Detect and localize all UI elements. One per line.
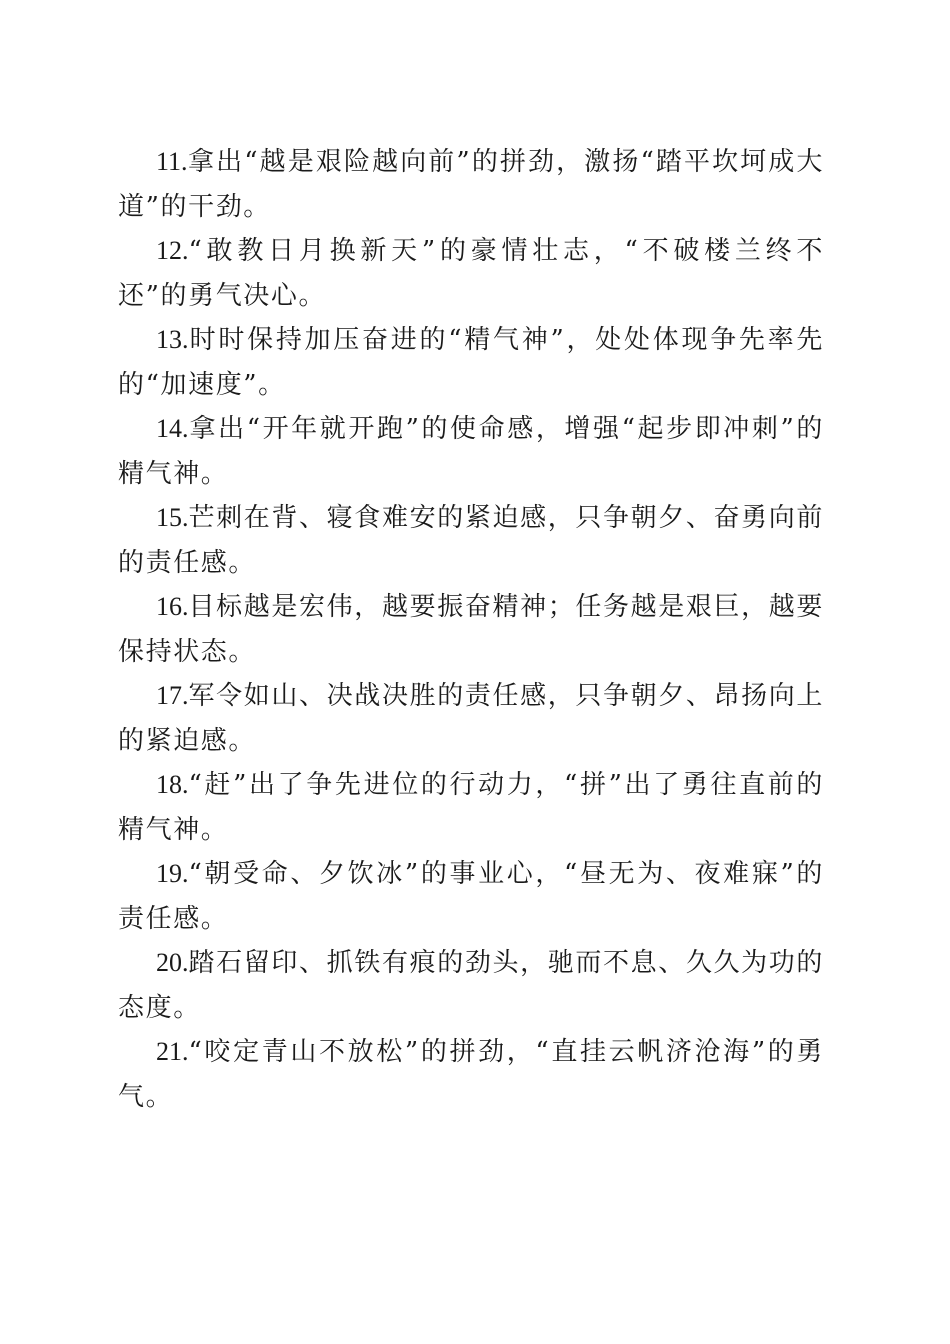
item-text: “敢教日月换新天”的豪情壮志，“不破楼兰终不还”的勇气决心。 xyxy=(118,236,824,311)
item-text: 芒刺在背、寝食难安的紧迫感，只争朝夕、奋勇向前的责任感。 xyxy=(118,503,824,578)
item-number: 11. xyxy=(156,147,188,176)
item-text: 拿出“开年就开跑”的使命感，增强“起步即冲刺”的精气神。 xyxy=(118,414,824,489)
item-text: 时时保持加压奋进的“精气神”，处处体现争先率先的“加速度”。 xyxy=(118,325,824,400)
item-number: 18. xyxy=(156,770,189,799)
item-number: 20. xyxy=(156,948,189,977)
list-item xyxy=(118,763,824,852)
item-number: 12. xyxy=(156,236,189,265)
list-item xyxy=(118,852,824,941)
list-item xyxy=(118,674,824,763)
item-number: 13. xyxy=(156,325,189,354)
item-number: 14. xyxy=(156,414,189,443)
item-text: “咬定青山不放松”的拼劲，“直挂云帆济沧海”的勇气。 xyxy=(118,1037,824,1112)
item-text: 目标越是宏伟，越要振奋精神；任务越是艰巨，越要保持状态。 xyxy=(118,592,824,667)
item-number: 16. xyxy=(156,592,189,621)
item-text: 军令如山、决战决胜的责任感，只争朝夕、昂扬向上的紧迫感。 xyxy=(118,681,824,756)
item-text: “朝受命、夕饮冰”的事业心，“昼无为、夜难寐”的责任感。 xyxy=(118,859,824,934)
list-item xyxy=(118,941,824,1030)
list-item xyxy=(118,496,824,585)
phrase-list xyxy=(118,140,824,1119)
list-item xyxy=(118,407,824,496)
item-number: 17. xyxy=(156,681,189,710)
list-item xyxy=(118,229,824,318)
item-text: 踏石留印、抓铁有痕的劲头，驰而不息、久久为功的态度。 xyxy=(118,948,824,1023)
item-text: 拿出“越是艰险越向前”的拼劲，激扬“踏平坎坷成大道”的干劲。 xyxy=(118,147,824,222)
item-number: 21. xyxy=(156,1037,189,1066)
list-item xyxy=(118,1030,824,1119)
item-text: “赶”出了争先进位的行动力，“拼”出了勇往直前的精气神。 xyxy=(118,770,824,845)
list-item xyxy=(118,585,824,674)
item-number: 15. xyxy=(156,503,189,532)
item-number: 19. xyxy=(156,859,189,888)
list-item xyxy=(118,318,824,407)
list-item xyxy=(118,140,824,229)
